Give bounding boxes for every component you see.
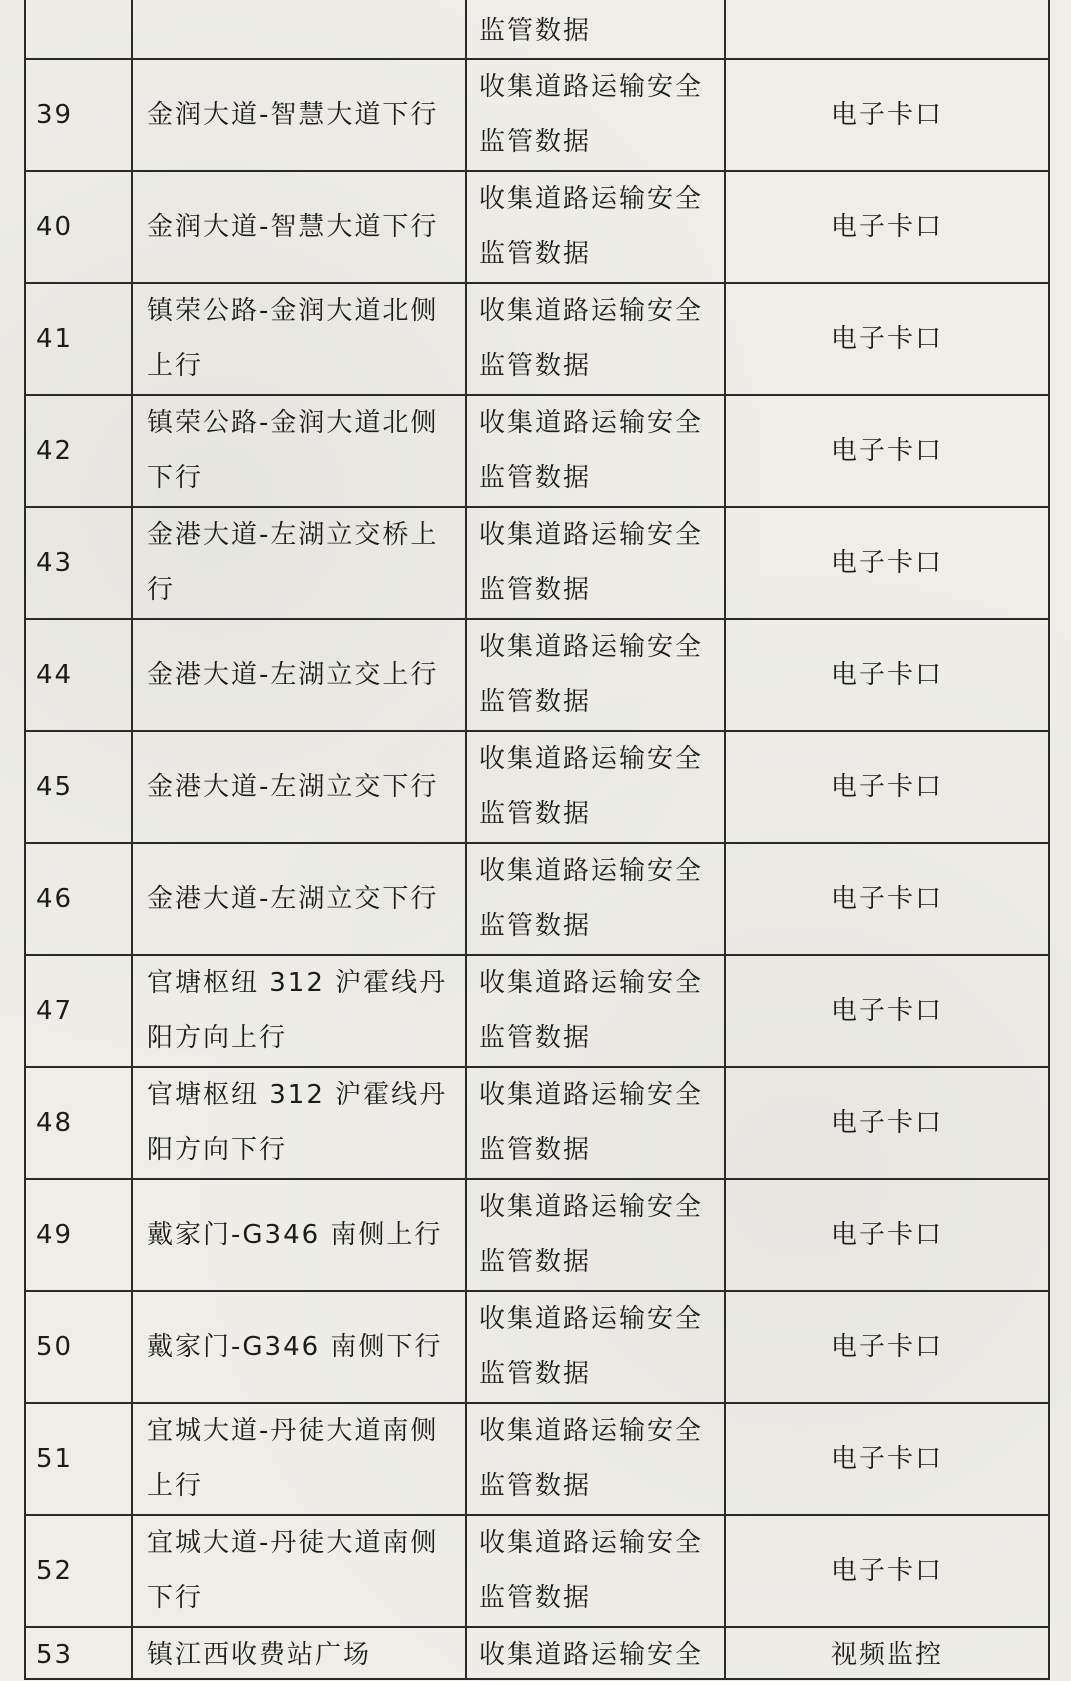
row-purpose-line: 收集道路运输安全: [479, 408, 704, 438]
row-number: 47: [25, 955, 132, 1067]
row-number: 48: [25, 1067, 132, 1179]
table-body: [25, 0, 1049, 1679]
row-purpose-line: 收集道路运输安全: [479, 1640, 704, 1670]
row-location-line: 金港大道-左湖立交下行: [147, 883, 439, 914]
row-location-line: 镇江西收费站广场: [147, 1640, 372, 1670]
table-row: [25, 507, 1049, 619]
camera-list-table: [24, 0, 1050, 1680]
row-purpose: [466, 731, 725, 843]
row-location-line: 上行: [147, 1471, 204, 1501]
table-row-continued: [25, 0, 1049, 59]
row-location-line: 戴家门-G346 南侧下行: [147, 1331, 443, 1362]
row-purpose-line: 收集道路运输安全: [479, 296, 704, 326]
row-type: 电子卡口: [725, 395, 1049, 507]
row-type: 电子卡口: [725, 171, 1049, 283]
row-purpose: [466, 1067, 725, 1179]
row-purpose-line: 监管数据: [479, 799, 592, 829]
table-row: [25, 1067, 1049, 1179]
row-purpose-line: 监管数据: [479, 911, 592, 941]
row-number: 44: [25, 619, 132, 731]
row-type: 电子卡口: [725, 59, 1049, 171]
row-number-text: 53: [36, 1640, 74, 1670]
row-purpose-line: 监管数据: [479, 239, 592, 269]
row-number: 43: [25, 507, 132, 619]
table-row: [25, 731, 1049, 843]
row-purpose-line: 监管数据: [479, 1023, 592, 1053]
row-purpose-line: 收集道路运输安全: [479, 1416, 704, 1446]
row-purpose-line: 监管数据: [479, 1247, 592, 1277]
row-location-line: 金港大道-左湖立交下行: [147, 771, 439, 802]
row-type: 电子卡口: [725, 1291, 1049, 1403]
row-purpose: [466, 283, 725, 395]
row-number: 40: [25, 171, 132, 283]
row-location: [132, 171, 466, 283]
row-purpose-line: 收集道路运输安全: [479, 1304, 704, 1334]
row-number: 49: [25, 1179, 132, 1291]
row-purpose-line: 监管数据: [479, 1583, 592, 1613]
table-row: [25, 283, 1049, 395]
row-purpose-line: 收集道路运输安全: [479, 968, 704, 998]
row-location-line: 上行: [147, 351, 204, 381]
row-purpose-line: 监管数据: [479, 351, 592, 381]
table-row: [25, 1403, 1049, 1515]
row-location: [132, 1291, 466, 1403]
row-type: 电子卡口: [725, 283, 1049, 395]
row-location-line: 官塘枢纽 312 沪霍线丹: [147, 968, 448, 998]
row-number: 46: [25, 843, 132, 955]
table-row: [25, 843, 1049, 955]
row-number: 50: [25, 1291, 132, 1403]
row-location-line: 阳方向下行: [147, 1135, 288, 1165]
table-row: [25, 59, 1049, 171]
table-row: [25, 171, 1049, 283]
row-location: [132, 731, 466, 843]
row-number: 42: [25, 395, 132, 507]
row-type: 电子卡口: [725, 731, 1049, 843]
row-purpose: [466, 1515, 725, 1627]
row-purpose: [466, 59, 725, 171]
row-purpose-line: 监管数据: [479, 575, 592, 605]
row-type: 电子卡口: [725, 1067, 1049, 1179]
row-location-line: 下行: [147, 1583, 204, 1613]
row-type: 电子卡口: [725, 1515, 1049, 1627]
row-location: [132, 59, 466, 171]
row-purpose-line: 监管数据: [479, 463, 592, 493]
row-number: 41: [25, 283, 132, 395]
row-location: [132, 0, 466, 59]
row-purpose: [466, 955, 725, 1067]
row-purpose-line: 收集道路运输安全: [479, 72, 704, 102]
row-number: 51: [25, 1403, 132, 1515]
row-location-line: 金港大道-左湖立交上行: [147, 659, 439, 690]
row-location: [132, 1515, 466, 1627]
row-location-line: 金润大道-智慧大道下行: [147, 211, 439, 242]
row-location-line: 戴家门-G346 南侧上行: [147, 1219, 443, 1250]
row-purpose-line: 监管数据: [479, 1135, 592, 1165]
row-number: 52: [25, 1515, 132, 1627]
table-row: [25, 1291, 1049, 1403]
row-number: [25, 0, 132, 59]
row-type: 电子卡口: [725, 1179, 1049, 1291]
row-location: [132, 619, 466, 731]
row-purpose-line: 监管数据: [479, 1359, 592, 1389]
row-purpose: [466, 1627, 725, 1679]
table-row: [25, 395, 1049, 507]
row-purpose-line: 收集道路运输安全: [479, 1528, 704, 1558]
row-purpose: [466, 843, 725, 955]
row-location-line: 镇荣公路-金润大道北侧: [147, 296, 439, 326]
row-location-line: 金港大道-左湖立交桥上: [147, 520, 439, 550]
row-purpose: [466, 619, 725, 731]
table-row: [25, 955, 1049, 1067]
row-purpose: [466, 1179, 725, 1291]
row-location: [132, 1403, 466, 1515]
row-location: [132, 1179, 466, 1291]
row-type: [725, 0, 1049, 59]
row-purpose: [466, 1403, 725, 1515]
table-row: [25, 1515, 1049, 1627]
row-location: [132, 1067, 466, 1179]
row-location: [132, 507, 466, 619]
row-type: 电子卡口: [725, 1403, 1049, 1515]
table-row: [25, 619, 1049, 731]
row-location: [132, 843, 466, 955]
row-number: [25, 1627, 132, 1679]
row-location: [132, 955, 466, 1067]
row-purpose: [466, 171, 725, 283]
row-number: 39: [25, 59, 132, 171]
row-purpose-line: 收集道路运输安全: [479, 1080, 704, 1110]
row-purpose-line: 监管数据: [479, 127, 592, 157]
row-location: [132, 283, 466, 395]
row-location-line: 阳方向上行: [147, 1023, 288, 1053]
row-type: 电子卡口: [725, 843, 1049, 955]
row-purpose-line: 收集道路运输安全: [479, 184, 704, 214]
row-location-line: 宜城大道-丹徒大道南侧: [147, 1416, 439, 1446]
row-purpose-line: 监管数据: [479, 1471, 592, 1501]
row-type: 电子卡口: [725, 507, 1049, 619]
row-purpose-line: 收集道路运输安全: [479, 1192, 704, 1222]
row-purpose-line: 收集道路运输安全: [479, 856, 704, 886]
row-location-line: 宜城大道-丹徒大道南侧: [147, 1528, 439, 1558]
row-purpose-line: 监管数据: [479, 16, 592, 46]
row-number: 45: [25, 731, 132, 843]
table-row-last: [25, 1627, 1049, 1679]
row-type: [725, 1627, 1049, 1679]
table-row: [25, 1179, 1049, 1291]
row-location: [132, 1627, 466, 1679]
row-purpose: [466, 395, 725, 507]
row-purpose: [466, 507, 725, 619]
row-type: 电子卡口: [725, 955, 1049, 1067]
row-purpose-line: 监管数据: [479, 687, 592, 717]
row-location-line: 行: [147, 575, 176, 605]
row-purpose: [466, 1291, 725, 1403]
row-location-line: 金润大道-智慧大道下行: [147, 99, 439, 130]
row-location-line: 下行: [147, 463, 204, 493]
row-type: 电子卡口: [725, 619, 1049, 731]
row-location: [132, 395, 466, 507]
row-location-line: 官塘枢纽 312 沪霍线丹: [147, 1080, 448, 1110]
row-type-text: 视频监控: [830, 1640, 943, 1670]
row-location-line: 镇荣公路-金润大道北侧: [147, 408, 439, 438]
row-purpose-line: 收集道路运输安全: [479, 744, 704, 774]
row-purpose-line: 收集道路运输安全: [479, 632, 704, 662]
row-purpose: [466, 0, 725, 59]
row-purpose-line: 收集道路运输安全: [479, 520, 704, 550]
